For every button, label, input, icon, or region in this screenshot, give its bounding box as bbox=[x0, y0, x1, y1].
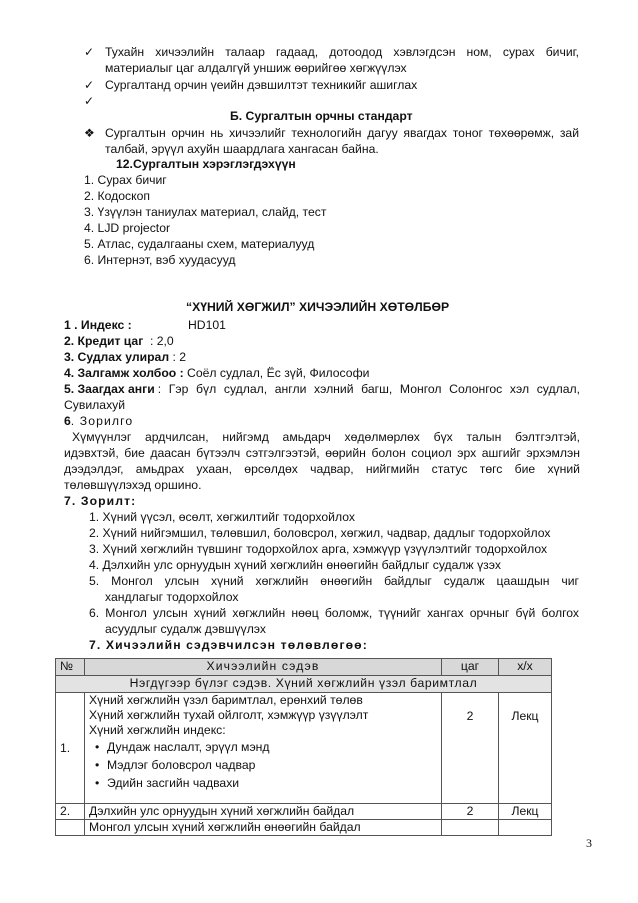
diamond-bullet-icon: ❖ bbox=[84, 126, 95, 140]
page-number: 3 bbox=[586, 836, 592, 850]
table-header-row bbox=[56, 659, 552, 676]
field-label: 3. Судлах улирал bbox=[64, 350, 170, 364]
list-item: 1. Сурах бичиг bbox=[84, 173, 167, 187]
row-type bbox=[499, 820, 552, 836]
row-number: 2. bbox=[56, 804, 85, 820]
list-item-continuation: хандлагыг тодорхойлох bbox=[105, 590, 239, 604]
row-type: Лекц bbox=[499, 804, 552, 820]
list-item: материалыг цаг алдалгүй уншиж өөрийгөө хөгжүүлэх bbox=[105, 61, 407, 75]
list-item: 2. Хүний нийгэмшил, төлөвшил, боловсрол, хөгжил, чадвар, дадлыг тодорхойлох bbox=[89, 526, 551, 540]
field-label: 1 . Индекс : bbox=[64, 318, 132, 332]
list-item: 6. Монгол улсын хүний хөгжлийн нөөц боломж, түүнийг хангах орчныг бүй болгох bbox=[89, 606, 579, 620]
row-hours bbox=[442, 820, 499, 836]
field-value: Сувилахуй bbox=[64, 398, 126, 412]
paragraph-line: дээдэлдэг, амьдрах ухаан, өрсөлдөх чадвар, нийгмийн статус төгс бие хүний bbox=[64, 462, 580, 476]
field-label: 5. Заагдах анги bbox=[64, 382, 155, 396]
checkmark-icon: ✓ bbox=[84, 78, 95, 92]
paragraph-line: төлөвшүүлэхэд оршино. bbox=[64, 478, 202, 492]
list-item: 4. LJD projector bbox=[84, 221, 171, 235]
topics-table bbox=[55, 658, 552, 836]
paragraph-line: идэвхтэй, бие даасан бүтээлч сэтгэлгээтэй, өөрийн болон социол эрх ашгийг эрхэмлэн bbox=[64, 446, 580, 460]
row-number bbox=[56, 820, 85, 836]
paragraph-line: Сургалтын орчин нь хичээлийг технологийн дагуу явагдах тоног төхөөрөмж, зай bbox=[105, 126, 579, 140]
header-number: № bbox=[56, 659, 85, 676]
table-row bbox=[56, 820, 552, 836]
header-type: х/х bbox=[499, 659, 552, 676]
field-value: : 2,0 bbox=[150, 334, 174, 348]
field-row bbox=[64, 366, 369, 381]
field-value: : Гэр бүл судлал, англи хэлний багш, Монгол Солонгос хэл судлал, bbox=[157, 382, 580, 396]
list-item: 5. Монгол улсын хүний хөгжлийн өнөөгийн байдлыг судалж цаашдын чиг bbox=[89, 574, 579, 588]
field-row bbox=[64, 350, 186, 365]
field-value: Соёл судлал, Ёс зүй, Философи bbox=[183, 366, 370, 380]
list-item: 6. Интернэт, вэб хуудасууд bbox=[84, 253, 236, 267]
topic-line: Хүний хөгжлийн үзэл баримтлал, ерөнхий төлөв bbox=[89, 693, 363, 707]
row-topic: Монгол улсын хүний хөгжлийн өнөөгийн байдал bbox=[85, 820, 442, 836]
paragraph-line: талбай, эрүүл ахуйн шаардлага хангасан байна. bbox=[105, 142, 379, 156]
field-label: 2. Кредит цаг bbox=[64, 334, 144, 348]
list-item: Тухайн хичээлийн талаар гадаад, дотоодод хэвлэгдсэн ном, сурах бичиг, bbox=[105, 45, 579, 59]
header-hours: цаг bbox=[442, 659, 499, 676]
row-hours: 2 bbox=[442, 693, 499, 804]
topic-line: Хүний хөгжлийн тухай ойлголт, хэмжүүр үзүүлэлт bbox=[89, 708, 369, 722]
table-row bbox=[56, 804, 552, 820]
field-label: 4. Залгамж холбоо : bbox=[64, 366, 184, 380]
row-topic: Дэлхийн улс орнуудын хүний хөгжлийн байдал bbox=[85, 804, 442, 820]
list-item: 3. Хүний хөгжлийн түвшинг тодорхойлох арга, хэмжүүр үзүүлэлтийг тодорхойлох bbox=[89, 542, 548, 556]
program-title: “ХҮНИЙ ХӨГЖИЛ” ХИЧЭЭЛИЙН ХӨТӨЛБӨР bbox=[186, 300, 450, 314]
list-item: 1. Хүний үүсэл, өсөлт, хөгжилтийг тодорхойлох bbox=[89, 510, 355, 524]
topic-bullet: • Дундаж наслалт, эрүүл мэнд bbox=[89, 738, 437, 756]
objectives-heading: 7. Зорилт: bbox=[64, 494, 137, 508]
list-item: 4. Дэлхийн улс орнуудын хүний хөгжлийн өнөөгийн байдлыг судалж үзэх bbox=[89, 558, 501, 572]
checkmark-icon: ✓ bbox=[84, 94, 95, 108]
list-item: Сургалтанд орчин үеийн дэвшилтэт техникийг ашиглах bbox=[105, 78, 418, 92]
field-value: HD101 bbox=[188, 318, 226, 332]
table-section-row bbox=[56, 676, 552, 693]
topic-bullet: • Эдийн засгийн чадвахи bbox=[89, 774, 437, 792]
goal-label: . Зорилго bbox=[70, 414, 134, 428]
list-item: 2. Кодоскоп bbox=[84, 189, 150, 203]
row-number: 1. bbox=[56, 693, 85, 804]
topic-bullet: • Мэдлэг боловсрол чадвар bbox=[89, 756, 437, 774]
goal-number: 6 bbox=[64, 414, 71, 428]
row-topic bbox=[85, 693, 442, 804]
header-topic: Хичээлийн сэдэв bbox=[85, 659, 442, 676]
subsection-heading: 12.Сургалтын хэрэглэгдэхүүн bbox=[116, 157, 296, 171]
list-item: 5. Атлас, судалгааны схем, материалууд bbox=[84, 237, 315, 251]
field-row bbox=[64, 382, 580, 397]
plan-heading: 7. Хичээлийн сэдэвчилсэн төлөвлөгөө: bbox=[89, 638, 368, 652]
section-title: Нэгдүгээр бүлэг сэдэв. Хүний хөгжлийн үзэл баримтлал bbox=[56, 676, 552, 693]
row-hours: 2 bbox=[442, 804, 499, 820]
list-item-continuation: асуудлыг судалж дэвшүүлэх bbox=[105, 622, 266, 636]
table-row bbox=[56, 693, 552, 804]
goal-heading bbox=[64, 414, 133, 429]
row-type: Лекц bbox=[499, 693, 552, 804]
paragraph-line: Хүмүүнлэг ардчилсан, нийгэмд амьдарч хөдөлмөрлөх бүх талын бэлтгэлтэй, bbox=[72, 430, 580, 444]
list-item: 3. Үзүүлэн таниулах материал, слайд, тест bbox=[84, 205, 327, 219]
topic-line: Хүний хөгжлийн индекс: bbox=[89, 723, 226, 737]
checkmark-icon: ✓ bbox=[84, 45, 95, 59]
field-value: : 2 bbox=[169, 350, 187, 364]
section-heading: Б. Сургалтын орчны стандарт bbox=[230, 109, 413, 123]
